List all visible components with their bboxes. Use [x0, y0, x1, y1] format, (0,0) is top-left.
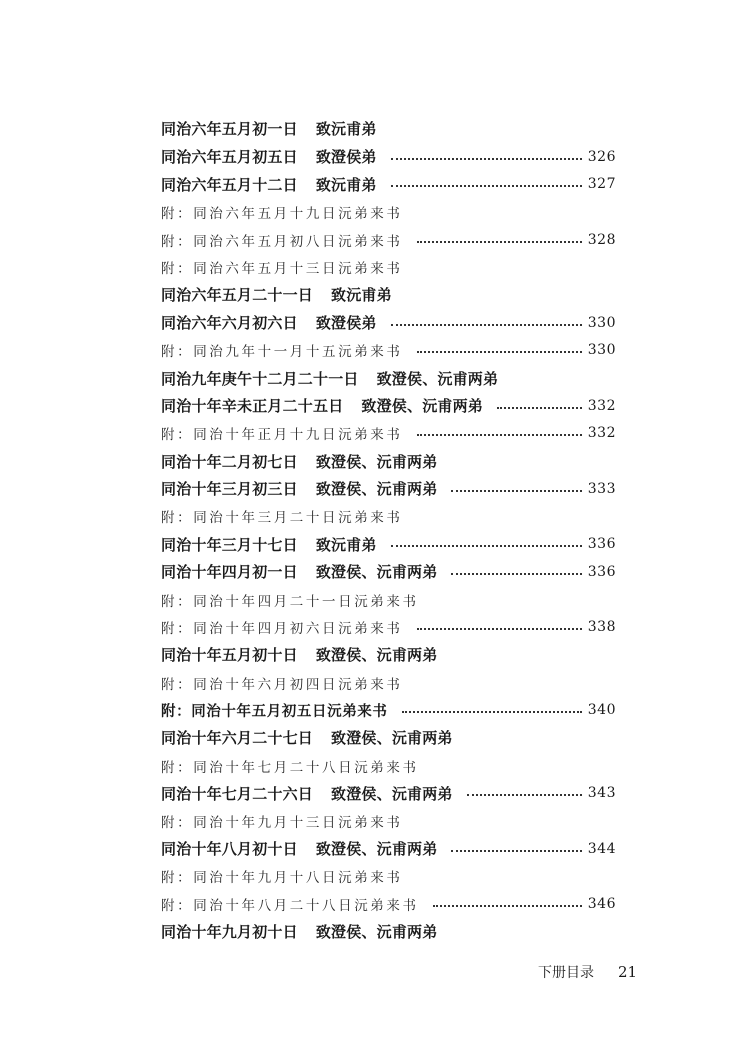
toc-page-number: 328: [587, 231, 616, 248]
dot-leader: [433, 905, 582, 907]
toc-entry-recipient: 致澄侯、沅甫两弟: [315, 480, 438, 499]
toc-entry-recipient: 致沅甫弟: [315, 535, 377, 554]
dot-leader: [391, 185, 582, 187]
toc-entry-date: 同治六年六月初六日: [161, 314, 298, 333]
toc-entry-letter[interactable]: [161, 530, 616, 558]
toc-entry-letter[interactable]: [161, 835, 616, 863]
footer-section-title: 下册目录: [538, 965, 594, 981]
toc-entry-letter[interactable]: [161, 641, 616, 669]
toc-entry-letter[interactable]: [161, 364, 616, 392]
toc-entry-title: 附：同治九年十一月十五沅弟来书: [161, 344, 403, 361]
toc-entry-date: 同治六年五月初五日: [161, 148, 298, 167]
toc-page-number: 340: [587, 702, 616, 719]
toc-entry-title: [161, 174, 377, 195]
toc-entry-date: 同治九年庚午十二月二十一日: [161, 369, 359, 388]
toc-entry-reply[interactable]: [161, 420, 616, 448]
toc-entry-title: [161, 921, 437, 942]
toc-page-number: 332: [587, 397, 616, 414]
dot-leader: [497, 407, 582, 409]
toc-entry-title: [161, 561, 437, 582]
toc-entry-title: [161, 146, 377, 167]
toc-entry-date: 同治十年五月初十日: [161, 646, 298, 665]
toc-entry-letter[interactable]: [161, 447, 616, 475]
toc-entry-reply[interactable]: [161, 696, 616, 724]
toc-page-number: 333: [587, 480, 616, 497]
toc-entry-recipient: 致澄侯、沅甫两弟: [315, 840, 438, 859]
toc-page-number: 338: [587, 619, 616, 636]
toc-entry-reply[interactable]: [161, 198, 616, 226]
toc-entry-title: [161, 783, 453, 804]
dot-leader: [391, 324, 582, 326]
toc-entry-title: 附：同治十年七月二十八日沅弟来书: [161, 759, 419, 776]
toc-entry-date: 同治十年三月十七日: [161, 535, 298, 554]
toc-entry-title: 附：同治十年正月十九日沅弟来书: [161, 427, 403, 444]
toc-entry-title: 附：同治十年四月初六日沅弟来书: [161, 621, 403, 638]
toc-entry-recipient: 致澄侯、沅甫两弟: [315, 923, 438, 942]
toc-entry-reply[interactable]: [161, 503, 616, 531]
toc-entry-title: [161, 478, 437, 499]
dot-leader: [451, 573, 581, 575]
toc-entry-letter[interactable]: [161, 780, 616, 808]
toc-entry-recipient: 致澄侯、沅甫两弟: [315, 452, 438, 471]
toc-entry-title: [161, 451, 437, 472]
toc-entry-title: 附：同治十年九月十八日沅弟来书: [161, 870, 403, 887]
toc-entry-title: 附：同治十年四月二十一日沅弟来书: [161, 593, 419, 610]
toc-entry-reply[interactable]: [161, 253, 616, 281]
toc-entry-date: 同治十年八月初十日: [161, 840, 298, 859]
toc-entry-letter[interactable]: [161, 143, 616, 171]
toc-entry-title: 附：同治十年八月二十八日沅弟来书: [161, 898, 419, 915]
toc-page-number: 346: [587, 896, 616, 913]
toc-entry-title: [161, 368, 498, 389]
toc-page-number: 330: [587, 342, 616, 359]
toc-entry-recipient: 致沅甫弟: [315, 120, 377, 139]
toc-entry-reply[interactable]: [161, 586, 616, 614]
toc-entry-date: 同治十年三月初三日: [161, 480, 298, 499]
toc-entry-reply[interactable]: [161, 807, 616, 835]
dot-leader: [467, 794, 582, 796]
toc-page-number: 326: [587, 148, 616, 165]
toc-entry-title: 附：同治六年五月初八日沅弟来书: [161, 233, 403, 250]
toc-entry-letter[interactable]: [161, 558, 616, 586]
toc-entry-date: 同治十年九月初十日: [161, 923, 298, 942]
dot-leader: [417, 351, 582, 353]
toc-entry-recipient: 致澄侯、沅甫两弟: [331, 729, 453, 748]
toc-entry-letter[interactable]: [161, 918, 616, 946]
toc-page-number: 330: [587, 314, 616, 331]
toc-page-number: 343: [587, 785, 616, 802]
toc-entry-title: [161, 118, 377, 139]
dot-leader: [451, 850, 581, 852]
toc-entry-letter[interactable]: [161, 115, 616, 143]
dot-leader: [451, 490, 581, 492]
toc-entry-title: [161, 644, 437, 665]
toc-entry-recipient: 致澄侯弟: [315, 314, 377, 333]
toc-entry-title: 附：同治十年三月二十日沅弟来书: [161, 510, 403, 527]
toc-entry-date: 同治六年五月初一日: [161, 120, 298, 139]
toc-entry-recipient: 致澄侯、沅甫两弟: [315, 646, 438, 665]
toc-entry-title: 附：同治六年五月十九日沅弟来书: [161, 205, 403, 222]
table-of-contents: [161, 115, 616, 946]
dot-leader: [402, 711, 582, 713]
dot-leader: [417, 434, 582, 436]
toc-entry-date: 同治十年二月初七日: [161, 452, 298, 471]
toc-entry-title: [161, 312, 377, 333]
toc-entry-reply[interactable]: [161, 226, 616, 254]
toc-entry-date: 同治六年五月十二日: [161, 175, 298, 194]
footer-page-number: 21: [618, 963, 638, 981]
toc-entry-title: [161, 284, 392, 305]
toc-entry-recipient: 致澄侯弟: [315, 148, 377, 167]
toc-entry-reply[interactable]: [161, 752, 616, 780]
dot-leader: [417, 241, 582, 243]
toc-entry-letter[interactable]: [161, 281, 616, 309]
toc-entry-letter[interactable]: [161, 724, 616, 752]
toc-entry-reply[interactable]: [161, 337, 616, 365]
toc-entry-recipient: 致沅甫弟: [315, 175, 377, 194]
toc-entry-recipient: 致澄侯、沅甫两弟: [376, 369, 499, 388]
toc-entry-recipient: 致澄侯、沅甫两弟: [331, 784, 453, 803]
toc-entry-reply[interactable]: [161, 669, 616, 697]
toc-page-number: 336: [587, 563, 616, 580]
toc-entry-date: 同治十年四月初一日: [161, 563, 298, 582]
toc-page-number: 336: [587, 536, 616, 553]
toc-entry-title: 附：同治十年五月初五日沅弟来书: [161, 702, 388, 720]
toc-entry-reply[interactable]: [161, 863, 616, 891]
toc-entry-reply[interactable]: [161, 613, 616, 641]
toc-entry-title: [161, 838, 437, 859]
toc-entry-letter[interactable]: [161, 475, 616, 503]
toc-entry-letter[interactable]: [161, 392, 616, 420]
toc-entry-recipient: 致澄侯、沅甫两弟: [315, 563, 438, 582]
page-footer: [538, 962, 637, 982]
dot-leader: [391, 545, 582, 547]
toc-entry-title: [161, 395, 483, 416]
toc-entry-title: [161, 534, 377, 555]
toc-entry-reply[interactable]: [161, 890, 616, 918]
toc-entry-title: 附：同治六年五月十三日沅弟来书: [161, 261, 403, 278]
toc-entry-date: 同治十年六月二十七日: [161, 729, 314, 748]
toc-entry-letter[interactable]: [161, 170, 616, 198]
toc-entry-title: 附：同治十年九月十三日沅弟来书: [161, 815, 403, 832]
dot-leader: [417, 628, 582, 630]
toc-entry-date: 同治十年辛未正月二十五日: [161, 397, 344, 416]
toc-page-number: 344: [587, 840, 616, 857]
toc-entry-date: 同治六年五月二十一日: [161, 286, 314, 305]
toc-page-number: 332: [587, 425, 616, 442]
dot-leader: [391, 158, 582, 160]
toc-page-number: 327: [587, 176, 616, 193]
toc-entry-title: 附：同治十年六月初四日沅弟来书: [161, 676, 403, 693]
toc-entry-letter[interactable]: [161, 309, 616, 337]
toc-entry-recipient: 致澄侯、沅甫两弟: [361, 397, 484, 416]
toc-entry-title: [161, 727, 453, 748]
toc-entry-date: 同治十年七月二十六日: [161, 784, 314, 803]
toc-entry-recipient: 致沅甫弟: [331, 286, 392, 305]
